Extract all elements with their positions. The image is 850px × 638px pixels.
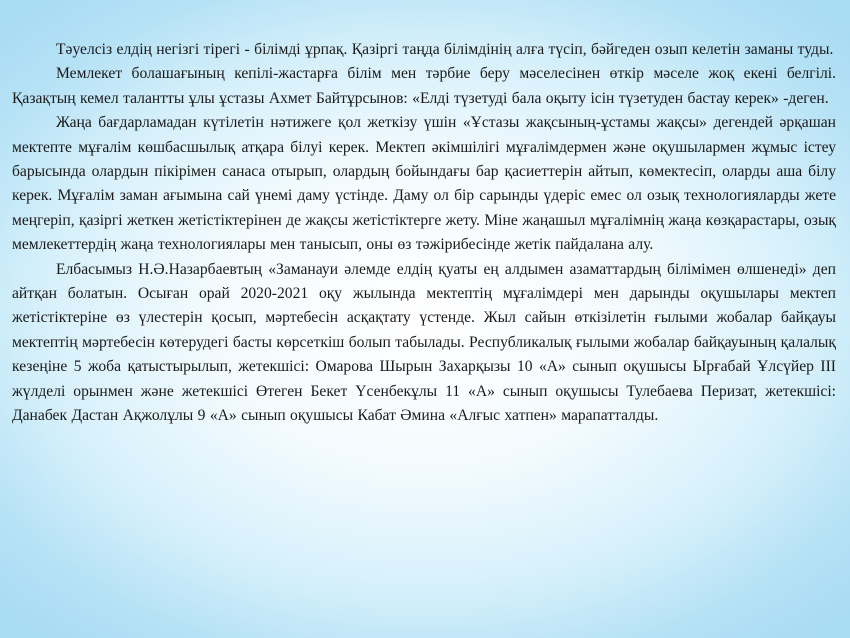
- slide-text-body: [12, 38, 836, 598]
- paragraph-4: Елбасымыз Н.Ә.Назарбаевтың «Заманауи әлемде елдің қуаты ең алдымен азаматтардың білімімен өлшенеді» деп айтқан болатын. Осыған орай 2020-2021 оқу жылында мектептің мұғалімдері мен дарынды оқушылары мектеп жетістіктеріне өз үлестерін қосып, мәртебесін асқақтату үстенде. Жыл сайын өткізілетін ғылыми жобалар байқауы мектептің мәртебесін көтерудегі басты көрсеткіш болып табылады. Республикалық ғылыми жобалар байқауының қалалық кезеңіне 5 жоба қатыстырылып, жетекшісі: Омарова Шырын Захарқызы 10 «А» сынып оқушысы Ырғабай Ұлсүйер ІІІ жүлделі орынмен және жетекшісі Өтеген Бекет Үсенбекұлы 11 «А» сынып оқушысы Тулебаева Перизат, жетекшісі: Данабек Дастан Ақжолұлы 9 «А» сынып оқушысы Кабат Әмина «Алғыс хатпен» марапатталды.: [12, 260, 836, 425]
- paragraph-1: Тәуелсіз елдің негізгі тірегі - білімді ұрпақ. Қазіргі таңда білімдінің алға түсіп, бәйгеден озып келетін заманы туды.: [56, 41, 834, 58]
- paragraph-2: Мемлекет болашағының кепілі-жастарға білім мен тәрбие беру мәселесінен өткір мәселе жоқ екені белгілі. Қазақтың кемел талантты ұлы ұстазы Ахмет Байтұрсынов: «Елді түзетуді бала оқыту ісін түзетуден бастау керек» -деген.: [12, 65, 836, 107]
- paragraph-3: Жаңа бағдарламадан күтілетін нәтижеге қол жеткізу үшін «Ұстазы жақсының-ұстамы жақсы» дегендей әрқашан мектепте мұғалім көшбасшылық атқара білуі керек. Мектеп әкімшілігі мұғалімдермен және оқушылармен жұмыс істеу барысында олардын пікірімен санаса отырып, олардың бойындағы бар қасиеттерін айтып, көмектесіп, оларды аша білу керек. Мұғалім заман ағымына сай үнемі даму үстінде. Даму ол бір сарынды үдеріс емес ол озық технологияларды жете меңгеріп, қазіргі жеткен жетістіктерінен де жақсы жетістіктерге жету. Міне жаңашыл мұғалімнің жаңа көзқарастары, озық мемлекеттердің жаңа технологиялары мен танысып, оны өз тәжірибесінде жетік пайдалана алу.: [12, 114, 836, 254]
